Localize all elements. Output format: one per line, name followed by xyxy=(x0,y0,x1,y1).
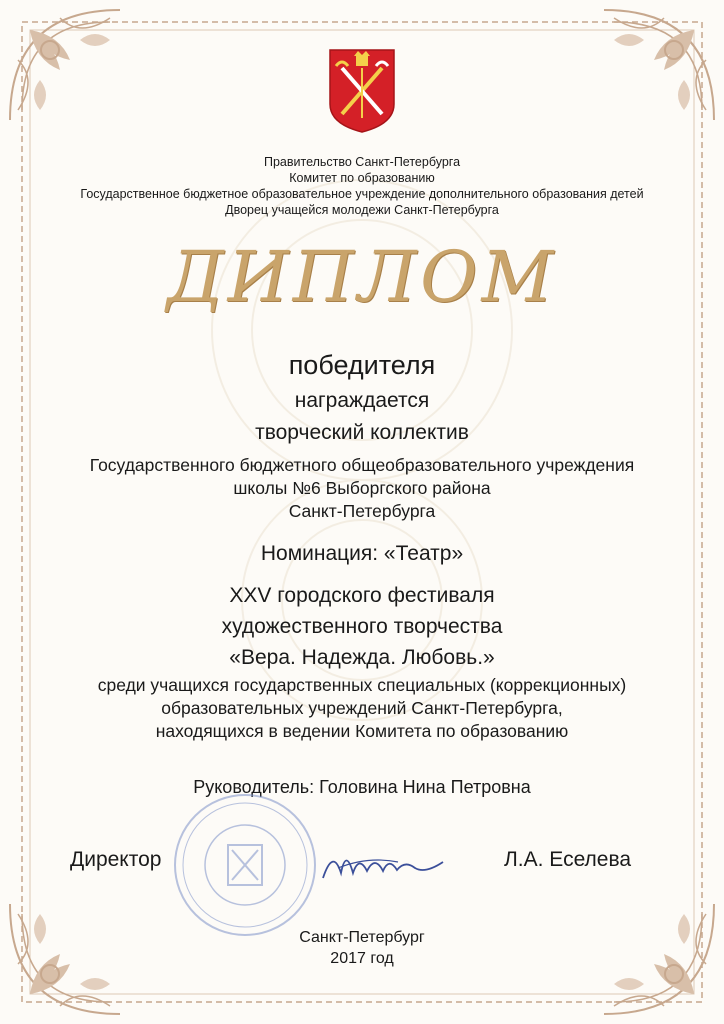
festival-line-3: «Вера. Надежда. Любовь.» xyxy=(229,646,495,669)
header-government: Правительство Санкт-Петербурга xyxy=(263,155,461,169)
handwritten-signature-icon xyxy=(318,838,448,888)
description-line-2: образовательных учреждений Санкт-Петербурга, xyxy=(161,698,563,718)
signatory-role: Директор xyxy=(70,848,162,871)
coat-of-arms-icon xyxy=(328,48,396,134)
header-institution: Государственное бюджетное образовательное учреждение дополнительного образования детей xyxy=(80,187,644,201)
recipient-text: творческий коллектив xyxy=(255,421,469,444)
festival-line-1: XXV городского фестиваля xyxy=(229,584,495,607)
school-line-2: школы №6 Выборгского района xyxy=(233,478,491,498)
official-stamp-icon xyxy=(170,790,320,940)
header-palace: Дворец учащейся молодежи Санкт-Петербурга xyxy=(225,203,499,217)
signatory-name: Л.А. Еселева xyxy=(504,848,632,871)
school-line-1: Государственного бюджетного общеобразовательного учреждения xyxy=(89,455,635,475)
diploma-title: ДИПЛОМ xyxy=(166,236,558,318)
festival-line-2: художественного творчества xyxy=(221,615,503,638)
awarded-text: награждается xyxy=(294,389,430,412)
diploma-subtitle: победителя xyxy=(288,350,436,380)
description-line-1: среди учащихся государственных специальных (коррекционных) xyxy=(97,675,627,695)
description-line-3: находящихся в ведении Комитета по образованию xyxy=(155,721,569,741)
leader-text: Руководитель: Головина Нина Петровна xyxy=(193,777,531,797)
footer-year: 2017 год xyxy=(330,950,394,967)
header-committee: Комитет по образованию xyxy=(289,171,435,185)
school-line-3: Санкт-Петербурга xyxy=(288,501,436,521)
nomination-text: Номинация: «Театр» xyxy=(260,542,464,565)
footer-city: Санкт-Петербург xyxy=(299,929,425,946)
